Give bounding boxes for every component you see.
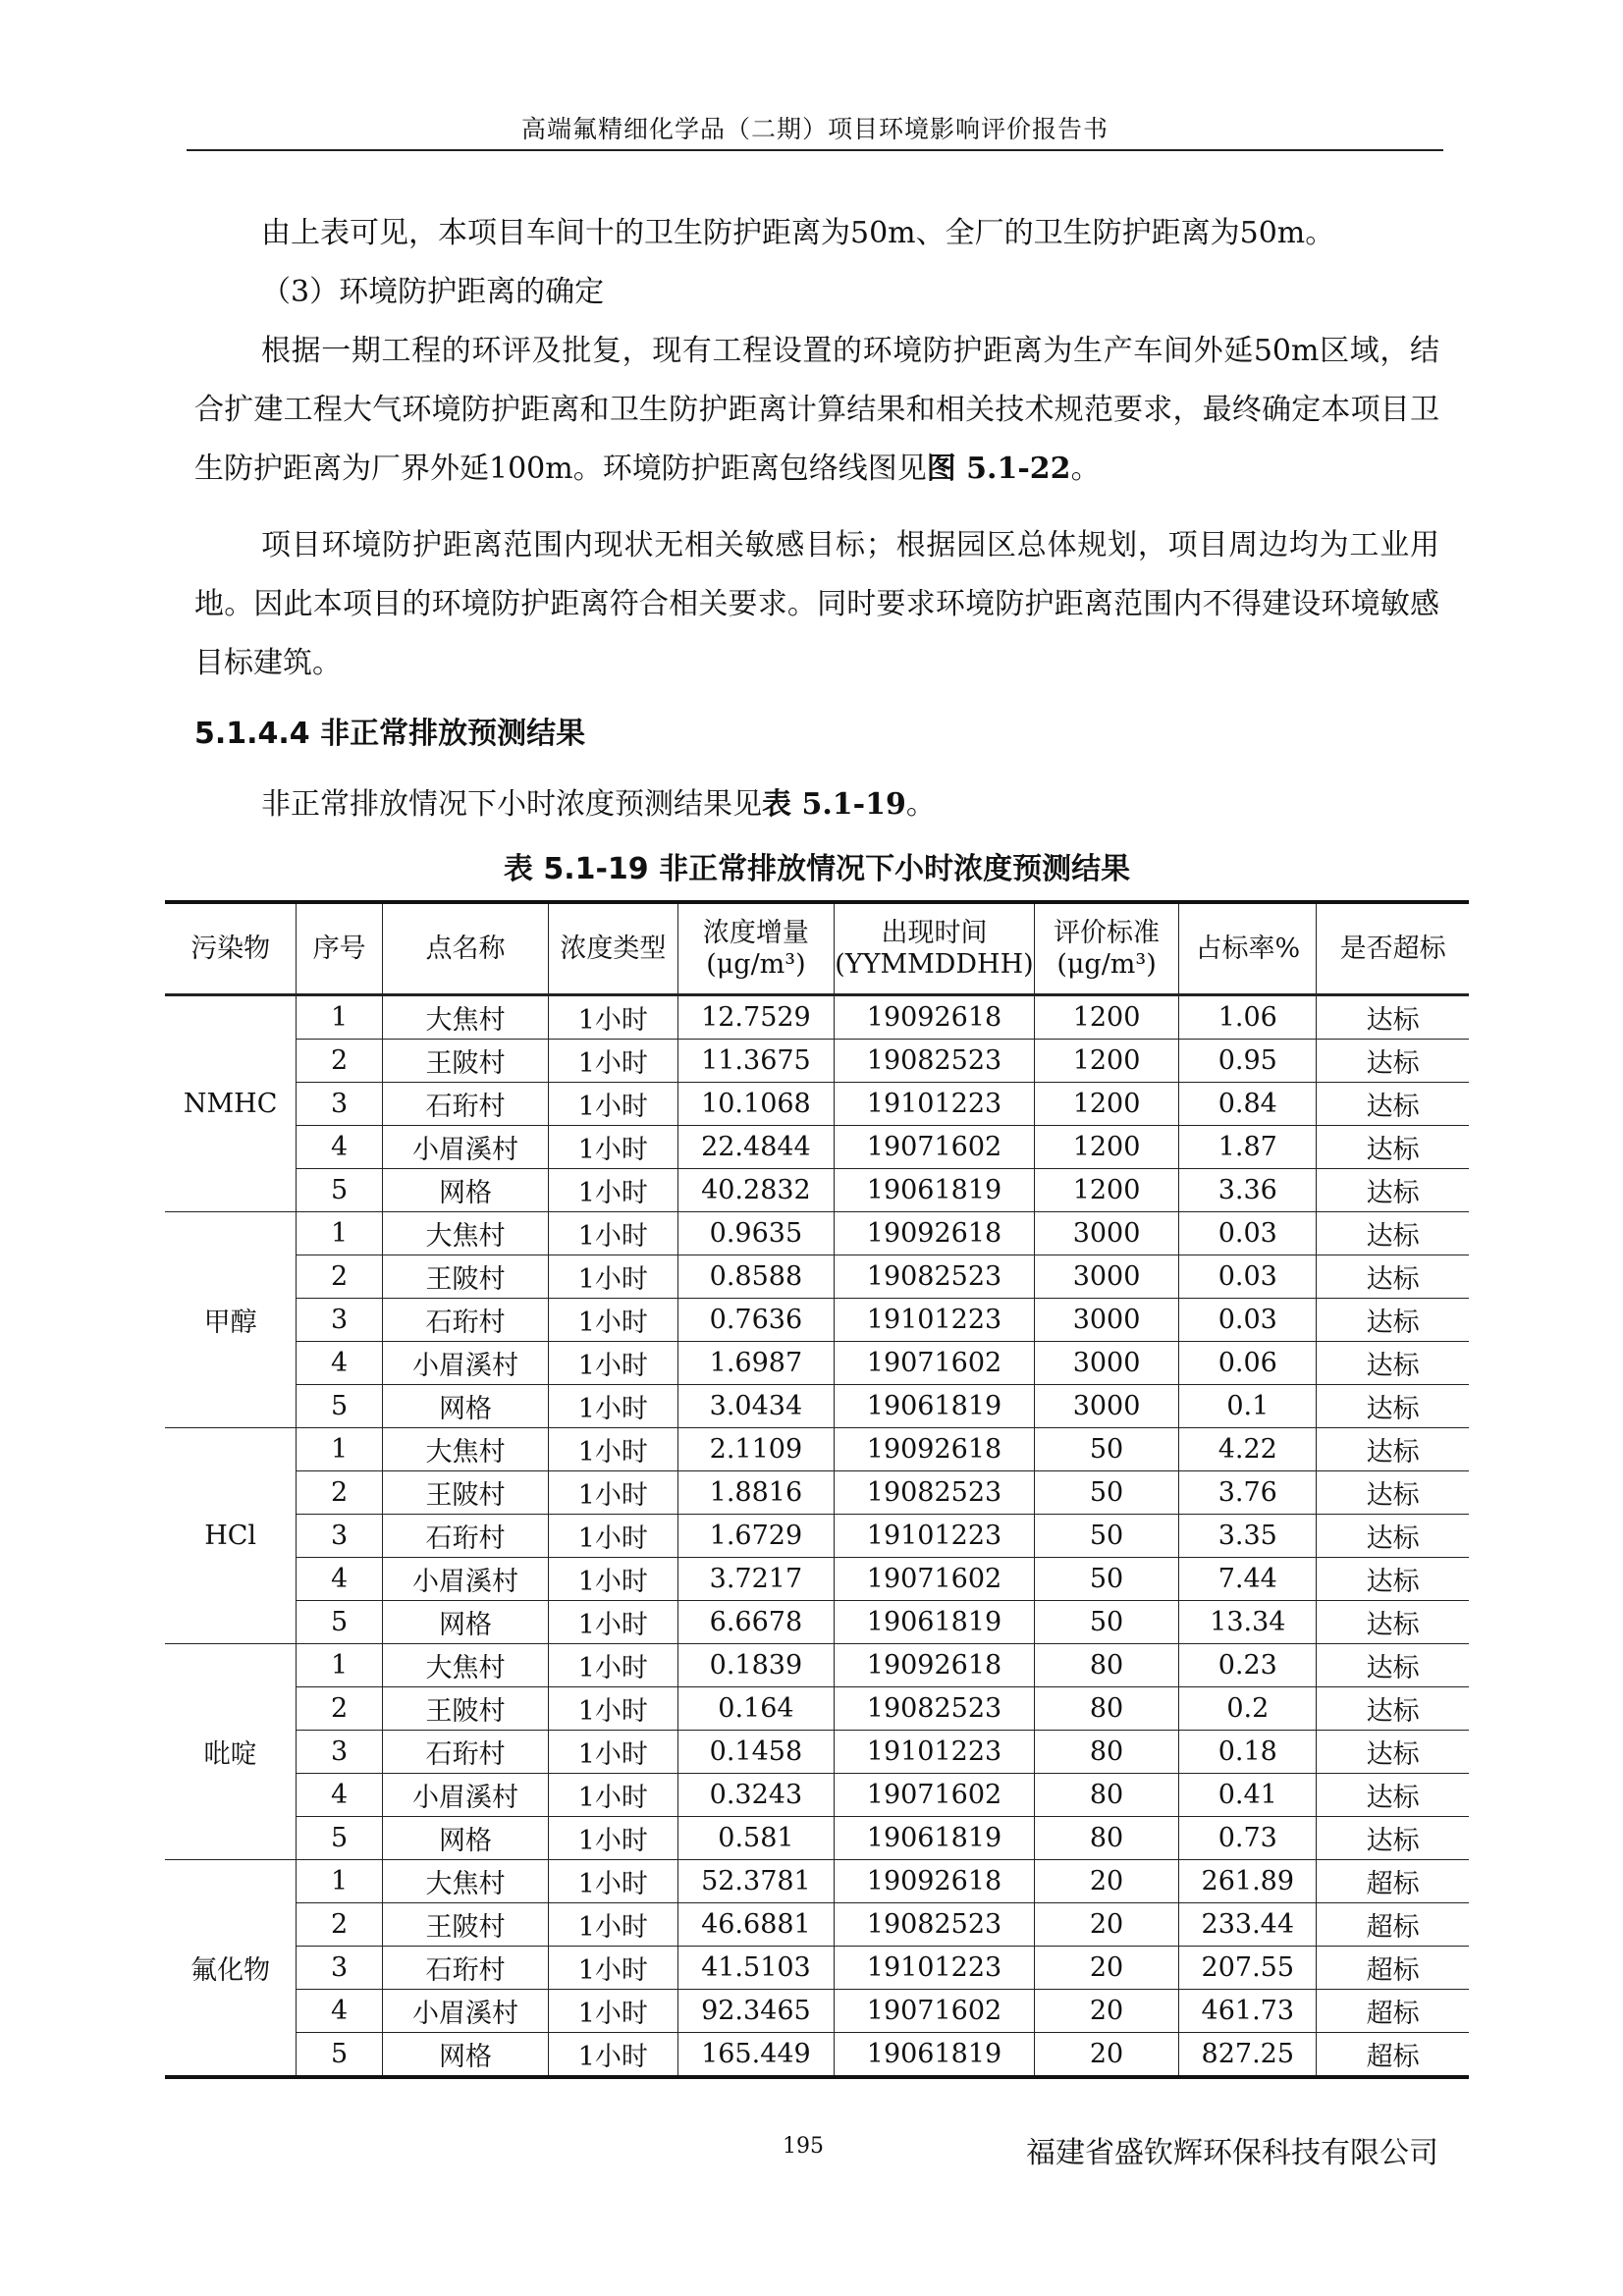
increment-cell: 22.4844 bbox=[677, 1126, 835, 1169]
increment-cell: 0.164 bbox=[677, 1687, 835, 1731]
time-cell: 19071602 bbox=[835, 1990, 1034, 2033]
no-cell: 5 bbox=[297, 1817, 383, 1860]
site-cell: 石珩村 bbox=[382, 1083, 548, 1126]
standard-cell: 3000 bbox=[1034, 1385, 1179, 1428]
exceed-cell: 达标 bbox=[1317, 1126, 1469, 1169]
exceed-cell: 超标 bbox=[1317, 1903, 1469, 1947]
exceed-cell: 达标 bbox=[1317, 1601, 1469, 1644]
increment-cell: 0.9635 bbox=[677, 1212, 835, 1255]
site-cell: 小眉溪村 bbox=[382, 1126, 548, 1169]
type-cell: 1小时 bbox=[549, 1169, 677, 1212]
paragraph-text: 。 bbox=[905, 787, 936, 822]
time-cell: 19092618 bbox=[835, 1644, 1034, 1687]
ratio-cell: 0.23 bbox=[1179, 1644, 1317, 1687]
time-cell: 19092618 bbox=[835, 995, 1034, 1040]
site-cell: 小眉溪村 bbox=[382, 1558, 548, 1601]
type-cell: 1小时 bbox=[549, 1817, 677, 1860]
no-cell: 4 bbox=[297, 1774, 383, 1817]
table-row bbox=[165, 1385, 1469, 1428]
increment-cell: 2.1109 bbox=[677, 1428, 835, 1471]
time-cell: 19082523 bbox=[835, 1040, 1034, 1083]
site-cell: 小眉溪村 bbox=[382, 1342, 548, 1385]
ratio-cell: 827.25 bbox=[1179, 2033, 1317, 2078]
table-row bbox=[165, 1169, 1469, 1212]
type-cell: 1小时 bbox=[549, 1428, 677, 1471]
standard-cell: 3000 bbox=[1034, 1342, 1179, 1385]
site-cell: 网格 bbox=[382, 1601, 548, 1644]
table-body bbox=[165, 995, 1469, 2078]
table-row bbox=[165, 1990, 1469, 2033]
page-number: 195 bbox=[783, 2134, 824, 2159]
header-no: 序号 bbox=[297, 902, 383, 995]
standard-cell: 20 bbox=[1034, 1903, 1179, 1947]
type-cell: 1小时 bbox=[549, 1040, 677, 1083]
header-type: 浓度类型 bbox=[549, 902, 677, 995]
standard-cell: 50 bbox=[1034, 1428, 1179, 1471]
exceed-cell: 超标 bbox=[1317, 1947, 1469, 1990]
type-cell: 1小时 bbox=[549, 1731, 677, 1774]
ratio-cell: 0.41 bbox=[1179, 1774, 1317, 1817]
ratio-cell: 0.1 bbox=[1179, 1385, 1317, 1428]
no-cell: 1 bbox=[297, 1428, 383, 1471]
header-exceed: 是否超标 bbox=[1317, 902, 1469, 995]
ratio-cell: 0.03 bbox=[1179, 1299, 1317, 1342]
increment-cell: 12.7529 bbox=[677, 995, 835, 1040]
standard-cell: 1200 bbox=[1034, 1169, 1179, 1212]
no-cell: 3 bbox=[297, 1947, 383, 1990]
site-cell: 网格 bbox=[382, 2033, 548, 2078]
paragraph-conclusion: 由上表可见，本项目车间十的卫生防护距离为50m、全厂的卫生防护距离为50m。 bbox=[261, 216, 1335, 250]
no-cell: 4 bbox=[297, 1342, 383, 1385]
time-cell: 19071602 bbox=[835, 1126, 1034, 1169]
exceed-cell: 达标 bbox=[1317, 1428, 1469, 1471]
table-row bbox=[165, 1471, 1469, 1515]
standard-cell: 1200 bbox=[1034, 1040, 1179, 1083]
exceed-cell: 达标 bbox=[1317, 1040, 1469, 1083]
site-cell: 王陂村 bbox=[382, 1903, 548, 1947]
site-cell: 大焦村 bbox=[382, 1860, 548, 1903]
no-cell: 1 bbox=[297, 1212, 383, 1255]
table-row bbox=[165, 1601, 1469, 1644]
no-cell: 5 bbox=[297, 1385, 383, 1428]
time-cell: 19071602 bbox=[835, 1558, 1034, 1601]
type-cell: 1小时 bbox=[549, 1601, 677, 1644]
ratio-cell: 261.89 bbox=[1179, 1860, 1317, 1903]
increment-cell: 0.1839 bbox=[677, 1644, 835, 1687]
no-cell: 4 bbox=[297, 1558, 383, 1601]
table-row bbox=[165, 1255, 1469, 1299]
increment-cell: 10.1068 bbox=[677, 1083, 835, 1126]
standard-cell: 3000 bbox=[1034, 1212, 1179, 1255]
pollutant-cell: HCl bbox=[165, 1428, 297, 1644]
figure-reference: 图 5.1-22 bbox=[926, 452, 1071, 486]
type-cell: 1小时 bbox=[549, 1299, 677, 1342]
pollutant-cell: 氟化物 bbox=[165, 1860, 297, 2078]
exceed-cell: 达标 bbox=[1317, 1299, 1469, 1342]
type-cell: 1小时 bbox=[549, 1947, 677, 1990]
pollutant-cell: 吡啶 bbox=[165, 1644, 297, 1860]
table-row bbox=[165, 1126, 1469, 1169]
no-cell: 5 bbox=[297, 1169, 383, 1212]
time-cell: 19101223 bbox=[835, 1299, 1034, 1342]
standard-cell: 3000 bbox=[1034, 1255, 1179, 1299]
time-cell: 19101223 bbox=[835, 1731, 1034, 1774]
increment-cell: 3.0434 bbox=[677, 1385, 835, 1428]
no-cell: 3 bbox=[297, 1731, 383, 1774]
standard-cell: 20 bbox=[1034, 1947, 1179, 1990]
header-time bbox=[835, 902, 1034, 995]
paragraph-table-intro bbox=[194, 775, 1439, 834]
increment-cell: 3.7217 bbox=[677, 1558, 835, 1601]
header-rule bbox=[187, 149, 1443, 151]
exceed-cell: 达标 bbox=[1317, 1471, 1469, 1515]
increment-cell: 165.449 bbox=[677, 2033, 835, 2078]
paragraph-env-distance bbox=[194, 322, 1439, 499]
type-cell: 1小时 bbox=[549, 1990, 677, 2033]
time-cell: 19061819 bbox=[835, 2033, 1034, 2078]
no-cell: 1 bbox=[297, 1644, 383, 1687]
ratio-cell: 0.2 bbox=[1179, 1687, 1317, 1731]
no-cell: 4 bbox=[297, 1990, 383, 2033]
standard-cell: 80 bbox=[1034, 1687, 1179, 1731]
exceed-cell: 达标 bbox=[1317, 1731, 1469, 1774]
standard-cell: 20 bbox=[1034, 1990, 1179, 2033]
table-row bbox=[165, 1731, 1469, 1774]
no-cell: 2 bbox=[297, 1255, 383, 1299]
table-row bbox=[165, 1774, 1469, 1817]
header-increment-unit: (μg/m³) bbox=[706, 948, 806, 980]
exceed-cell: 达标 bbox=[1317, 1644, 1469, 1687]
site-cell: 王陂村 bbox=[382, 1040, 548, 1083]
table-row bbox=[165, 1903, 1469, 1947]
no-cell: 2 bbox=[297, 1687, 383, 1731]
time-cell: 19092618 bbox=[835, 1428, 1034, 1471]
ratio-cell: 207.55 bbox=[1179, 1947, 1317, 1990]
table-caption: 表 5.1-19 非正常排放情况下小时浓度预测结果 bbox=[503, 852, 1131, 886]
table-row bbox=[165, 1342, 1469, 1385]
type-cell: 1小时 bbox=[549, 1471, 677, 1515]
paragraph-subheading: （3）环境防护距离的确定 bbox=[261, 275, 605, 309]
table-row bbox=[165, 2033, 1469, 2078]
no-cell: 4 bbox=[297, 1126, 383, 1169]
ratio-cell: 1.87 bbox=[1179, 1126, 1317, 1169]
ratio-cell: 3.35 bbox=[1179, 1515, 1317, 1558]
site-cell: 网格 bbox=[382, 1385, 548, 1428]
standard-cell: 1200 bbox=[1034, 1126, 1179, 1169]
type-cell: 1小时 bbox=[549, 1083, 677, 1126]
standard-cell: 3000 bbox=[1034, 1299, 1179, 1342]
time-cell: 19061819 bbox=[835, 1385, 1034, 1428]
table-row bbox=[165, 1083, 1469, 1126]
site-cell: 石珩村 bbox=[382, 1299, 548, 1342]
site-cell: 石珩村 bbox=[382, 1515, 548, 1558]
type-cell: 1小时 bbox=[549, 1774, 677, 1817]
ratio-cell: 0.06 bbox=[1179, 1342, 1317, 1385]
exceed-cell: 超标 bbox=[1317, 2033, 1469, 2078]
header-ratio: 占标率% bbox=[1179, 902, 1317, 995]
site-cell: 网格 bbox=[382, 1817, 548, 1860]
type-cell: 1小时 bbox=[549, 995, 677, 1040]
exceed-cell: 达标 bbox=[1317, 1774, 1469, 1817]
standard-cell: 1200 bbox=[1034, 995, 1179, 1040]
time-cell: 19061819 bbox=[835, 1817, 1034, 1860]
increment-cell: 0.581 bbox=[677, 1817, 835, 1860]
paragraph-text: 非正常排放情况下小时浓度预测结果见 bbox=[261, 787, 762, 822]
ratio-cell: 0.84 bbox=[1179, 1083, 1317, 1126]
exceed-cell: 达标 bbox=[1317, 1169, 1469, 1212]
table-row bbox=[165, 995, 1469, 1040]
site-cell: 小眉溪村 bbox=[382, 1774, 548, 1817]
type-cell: 1小时 bbox=[549, 1903, 677, 1947]
increment-cell: 40.2832 bbox=[677, 1169, 835, 1212]
site-cell: 大焦村 bbox=[382, 1428, 548, 1471]
no-cell: 2 bbox=[297, 1040, 383, 1083]
ratio-cell: 0.03 bbox=[1179, 1255, 1317, 1299]
time-cell: 19071602 bbox=[835, 1342, 1034, 1385]
table-row bbox=[165, 1860, 1469, 1903]
increment-cell: 52.3781 bbox=[677, 1860, 835, 1903]
standard-cell: 1200 bbox=[1034, 1083, 1179, 1126]
exceed-cell: 达标 bbox=[1317, 1687, 1469, 1731]
standard-cell: 50 bbox=[1034, 1558, 1179, 1601]
exceed-cell: 超标 bbox=[1317, 1990, 1469, 2033]
paragraph-text: 。 bbox=[1070, 452, 1101, 486]
site-cell: 网格 bbox=[382, 1169, 548, 1212]
ratio-cell: 1.06 bbox=[1179, 995, 1317, 1040]
table-row bbox=[165, 1947, 1469, 1990]
type-cell: 1小时 bbox=[549, 1212, 677, 1255]
increment-cell: 6.6678 bbox=[677, 1601, 835, 1644]
no-cell: 2 bbox=[297, 1903, 383, 1947]
time-cell: 19092618 bbox=[835, 1212, 1034, 1255]
site-cell: 小眉溪村 bbox=[382, 1990, 548, 2033]
header-standard bbox=[1034, 902, 1179, 995]
increment-cell: 92.3465 bbox=[677, 1990, 835, 2033]
type-cell: 1小时 bbox=[549, 1126, 677, 1169]
type-cell: 1小时 bbox=[549, 1558, 677, 1601]
site-cell: 大焦村 bbox=[382, 995, 548, 1040]
time-cell: 19101223 bbox=[835, 1947, 1034, 1990]
site-cell: 大焦村 bbox=[382, 1212, 548, 1255]
header-increment-label: 浓度增量 bbox=[702, 917, 809, 948]
header-increment bbox=[677, 902, 835, 995]
time-cell: 19101223 bbox=[835, 1083, 1034, 1126]
exceed-cell: 达标 bbox=[1317, 1558, 1469, 1601]
header-site: 点名称 bbox=[382, 902, 548, 995]
no-cell: 3 bbox=[297, 1515, 383, 1558]
table-header-row bbox=[165, 902, 1469, 995]
pollutant-cell: NMHC bbox=[165, 995, 297, 1212]
increment-cell: 0.3243 bbox=[677, 1774, 835, 1817]
table-row bbox=[165, 1817, 1469, 1860]
standard-cell: 80 bbox=[1034, 1644, 1179, 1687]
ratio-cell: 0.03 bbox=[1179, 1212, 1317, 1255]
standard-cell: 80 bbox=[1034, 1774, 1179, 1817]
ratio-cell: 0.18 bbox=[1179, 1731, 1317, 1774]
header-pollutant: 污染物 bbox=[165, 902, 297, 995]
table-row bbox=[165, 1299, 1469, 1342]
type-cell: 1小时 bbox=[549, 2033, 677, 2078]
increment-cell: 1.6729 bbox=[677, 1515, 835, 1558]
exceed-cell: 超标 bbox=[1317, 1860, 1469, 1903]
standard-cell: 50 bbox=[1034, 1601, 1179, 1644]
type-cell: 1小时 bbox=[549, 1385, 677, 1428]
page-header: 高端氟精细化学品（二期）项目环境影响评价报告书 bbox=[520, 115, 1109, 143]
site-cell: 王陂村 bbox=[382, 1471, 548, 1515]
exceed-cell: 达标 bbox=[1317, 1342, 1469, 1385]
no-cell: 1 bbox=[297, 1860, 383, 1903]
standard-cell: 50 bbox=[1034, 1471, 1179, 1515]
time-cell: 19082523 bbox=[835, 1471, 1034, 1515]
time-cell: 19082523 bbox=[835, 1255, 1034, 1299]
table-row bbox=[165, 1428, 1469, 1471]
table-reference: 表 5.1-19 bbox=[762, 787, 906, 822]
table-row bbox=[165, 1644, 1469, 1687]
header-time-format: (YYMMDDHH) bbox=[835, 948, 1034, 980]
site-cell: 石珩村 bbox=[382, 1731, 548, 1774]
no-cell: 3 bbox=[297, 1083, 383, 1126]
no-cell: 1 bbox=[297, 995, 383, 1040]
ratio-cell: 3.36 bbox=[1179, 1169, 1317, 1212]
no-cell: 5 bbox=[297, 2033, 383, 2078]
ratio-cell: 0.95 bbox=[1179, 1040, 1317, 1083]
no-cell: 2 bbox=[297, 1471, 383, 1515]
ratio-cell: 7.44 bbox=[1179, 1558, 1317, 1601]
exceed-cell: 达标 bbox=[1317, 1255, 1469, 1299]
increment-cell: 0.7636 bbox=[677, 1299, 835, 1342]
table-row bbox=[165, 1687, 1469, 1731]
type-cell: 1小时 bbox=[549, 1687, 677, 1731]
standard-cell: 20 bbox=[1034, 1860, 1179, 1903]
time-cell: 19071602 bbox=[835, 1774, 1034, 1817]
pollutant-cell: 甲醇 bbox=[165, 1212, 297, 1428]
no-cell: 5 bbox=[297, 1601, 383, 1644]
standard-cell: 50 bbox=[1034, 1515, 1179, 1558]
exceed-cell: 达标 bbox=[1317, 1212, 1469, 1255]
ratio-cell: 233.44 bbox=[1179, 1903, 1317, 1947]
table-row bbox=[165, 1040, 1469, 1083]
time-cell: 19092618 bbox=[835, 1860, 1034, 1903]
increment-cell: 0.1458 bbox=[677, 1731, 835, 1774]
increment-cell: 1.8816 bbox=[677, 1471, 835, 1515]
increment-cell: 0.8588 bbox=[677, 1255, 835, 1299]
time-cell: 19082523 bbox=[835, 1687, 1034, 1731]
table-row bbox=[165, 1212, 1469, 1255]
no-cell: 3 bbox=[297, 1299, 383, 1342]
type-cell: 1小时 bbox=[549, 1644, 677, 1687]
standard-cell: 80 bbox=[1034, 1817, 1179, 1860]
results-table bbox=[165, 900, 1469, 2079]
type-cell: 1小时 bbox=[549, 1515, 677, 1558]
ratio-cell: 3.76 bbox=[1179, 1471, 1317, 1515]
table-row bbox=[165, 1558, 1469, 1601]
time-cell: 19101223 bbox=[835, 1515, 1034, 1558]
table-row bbox=[165, 1515, 1469, 1558]
exceed-cell: 达标 bbox=[1317, 1083, 1469, 1126]
company-name: 福建省盛钦辉环保科技有限公司 bbox=[1026, 2136, 1438, 2170]
standard-cell: 80 bbox=[1034, 1731, 1179, 1774]
site-cell: 大焦村 bbox=[382, 1644, 548, 1687]
type-cell: 1小时 bbox=[549, 1342, 677, 1385]
type-cell: 1小时 bbox=[549, 1255, 677, 1299]
increment-cell: 11.3675 bbox=[677, 1040, 835, 1083]
header-standard-label: 评价标准 bbox=[1054, 917, 1161, 948]
section-heading: 5.1.4.4 非正常排放预测结果 bbox=[194, 717, 586, 751]
ratio-cell: 461.73 bbox=[1179, 1990, 1317, 2033]
header-standard-unit: (μg/m³) bbox=[1056, 948, 1157, 980]
exceed-cell: 达标 bbox=[1317, 1515, 1469, 1558]
exceed-cell: 达标 bbox=[1317, 1817, 1469, 1860]
header-time-label: 出现时间 bbox=[881, 917, 988, 948]
ratio-cell: 13.34 bbox=[1179, 1601, 1317, 1644]
ratio-cell: 0.73 bbox=[1179, 1817, 1317, 1860]
type-cell: 1小时 bbox=[549, 1860, 677, 1903]
ratio-cell: 4.22 bbox=[1179, 1428, 1317, 1471]
exceed-cell: 达标 bbox=[1317, 1385, 1469, 1428]
paragraph-sensitive-targets: 项目环境防护距离范围内现状无相关敏感目标；根据园区总体规划，项目周边均为工业用地。因此本项目的环境防护距离符合相关要求。同时要求环境防护距离范围内不得建设环境敏感目标建筑。 bbox=[194, 528, 1439, 680]
site-cell: 石珩村 bbox=[382, 1947, 548, 1990]
paragraph-text: 根据一期工程的环评及批复，现有工程设置的环境防护距离为生产车间外延50m区域，结合扩建工程大气环境防护距离和卫生防护距离计算结果和相关技术规范要求，最终确定本项目卫生防护距离为厂界外延100m。环境防护距离包络线图见 bbox=[194, 334, 1439, 486]
increment-cell: 41.5103 bbox=[677, 1947, 835, 1990]
time-cell: 19061819 bbox=[835, 1601, 1034, 1644]
standard-cell: 20 bbox=[1034, 2033, 1179, 2078]
site-cell: 王陂村 bbox=[382, 1687, 548, 1731]
exceed-cell: 达标 bbox=[1317, 995, 1469, 1040]
increment-cell: 1.6987 bbox=[677, 1342, 835, 1385]
time-cell: 19061819 bbox=[835, 1169, 1034, 1212]
time-cell: 19082523 bbox=[835, 1903, 1034, 1947]
increment-cell: 46.6881 bbox=[677, 1903, 835, 1947]
site-cell: 王陂村 bbox=[382, 1255, 548, 1299]
